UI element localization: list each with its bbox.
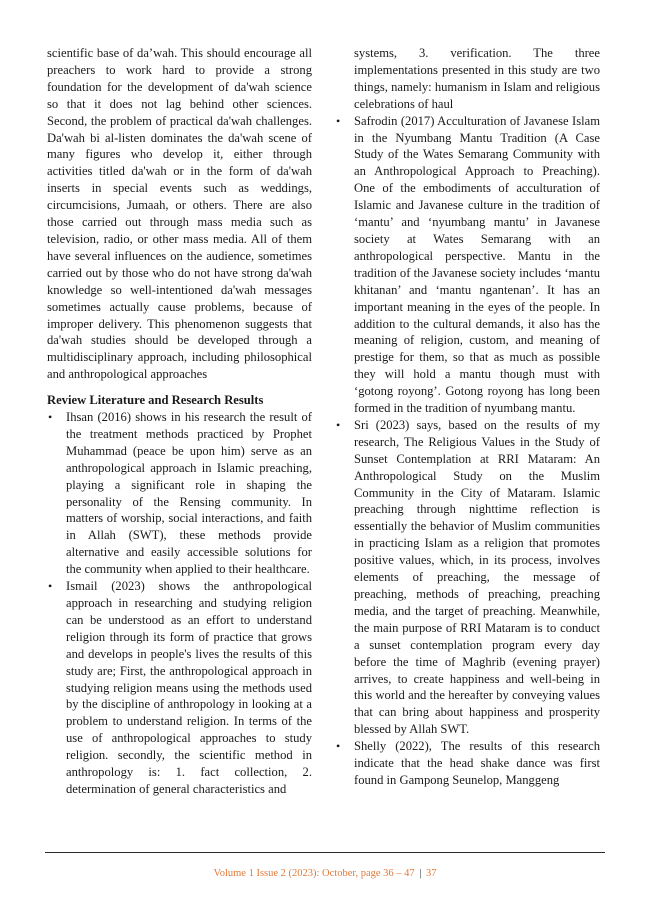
list-item-shelly	[335, 738, 600, 789]
page-number: 37	[426, 868, 437, 879]
list-item-safrodin	[335, 113, 600, 417]
bullet-icon: •	[336, 113, 341, 128]
bullet-icon: •	[336, 739, 341, 754]
list-item-text: Shelly (2022), The results of this research indicate that the head shake dance was first found in Gampong Seunelop, Manggeng	[354, 739, 600, 787]
footer-separator: |	[419, 868, 422, 879]
intro-paragraph: scientific base of da’wah. This should encourage all preachers to work hard to provide a strong foundation for the development of da'wah science so that it does not lag behind other sciences. Second, the problem of practical da'wah challenges. Da'wah bi al-listen dominates the da'wah scene of many figures who develop it, either through activities titled da'wah or in the form of da'wah inserts in special events such as weddings, circumcisions, Jumaah, or others. There are also those carried out through mass media such as television, radio, or other mass media. All of them have several influences on the audience, sometimes carried out by those who do not have strong da'wah knowledge so well-intentioned da'wah messages sometimes actually cause problems, because of improper delivery. This phenomenon suggests that da'wah studies should be developed through a multidisciplinary approach, including philosophical and anthropological approaches	[47, 46, 312, 382]
left-column	[47, 45, 312, 798]
list-item-text: Sri (2023) says, based on the results of my research, The Religious Values in the Study of Sunset Contemplation at RRI Mataram: An Anthropological Study on the Muslim Community in the City of Mataram. Islamic preaching through nighttime reflection is essentially the behavior of Muslim communities in practicing Islam as a religion that promotes positive values, which, in its process, involves elements of preaching, the message of preaching, methods of preaching, preaching media, and the target of preaching. Meanwhile, the main purpose of RRI Mataram is to conduct a sunset contemplation program every day before the time of Maghrib (evening prayer) arrives, to create happiness and well-being in this world and the hereafter by conveying values that can bring about happiness and prosperity blessed by Allah SWT.	[354, 417, 600, 737]
list-item-ihsan	[47, 409, 312, 578]
page-footer	[0, 868, 650, 879]
right-reference-list	[335, 113, 600, 789]
right-column	[335, 45, 600, 789]
list-item-text: Ismail (2023) shows the anthropological approach in researching and studying religion can be understood as an effort to understand religion through its form of practice that grows and develops in people's lives the results of this study are; First, the anthropological approach in studying religion means using the methods used by the discipline of anthropology in looking at a problem to understand religion. In terms of the use of anthropological approaches to study religion. secondly, the scientific method in anthropology is: 1. fact collection, 2. determination of general characteristics and	[66, 579, 312, 796]
list-item-text: Ihsan (2016) shows in his research the result of the treatment methods practiced by Prophet Muhammad (peace be upon him) serve as an anthropological approach in Islamic preaching, playing a significant role in shaping the personality of the Rensing community. In matters of worship, social interactions, and faith in Allah (SWT), these methods provide alternative and easily accessible solutions for the community when applied to their healthcare.	[66, 410, 312, 577]
list-item-text: Safrodin (2017) Acculturation of Javanese Islam in the Nyumbang Mantu Tradition (A Case Study of the Wates Semarang Community with an Anthropological Approach to Preaching). One of the embodiments of acculturation of Islamic and Javanese culture in the tradition of ‘mantu’ and ‘nyumbang mantu’ in Javanese society at Wates Semarang with an anthropological perspective. Mantu in the tradition of the Javanese society includes ‘mantu khitanan’ and ‘mantu ngantenan’. It has an important meaning in the eyes of the people. In addition to the cultural demands, it also has the meaning of religion, custom, and meaning of prestige for them, so that as much as possible they will hold a mantu though must with ‘gotong royong’. Gotong royong has long been formed in the tradition of nyumbang mantu.	[354, 113, 600, 416]
left-reference-list	[47, 409, 312, 798]
footer-divider	[45, 852, 605, 853]
list-item-ismail	[47, 578, 312, 798]
bullet-icon: •	[336, 417, 341, 432]
list-item-sri	[335, 417, 600, 738]
footer-citation: Volume 1 Issue 2 (2023): October, page 36 – 47	[213, 868, 415, 879]
bullet-icon: •	[48, 410, 53, 425]
section-heading: Review Literature and Research Results	[47, 393, 264, 408]
continuation-text: systems, 3. verification. The three implementations presented in this study are two things, namely: humanism in Islam and religious celebrations of haul	[354, 46, 600, 111]
bullet-icon: •	[48, 579, 53, 594]
